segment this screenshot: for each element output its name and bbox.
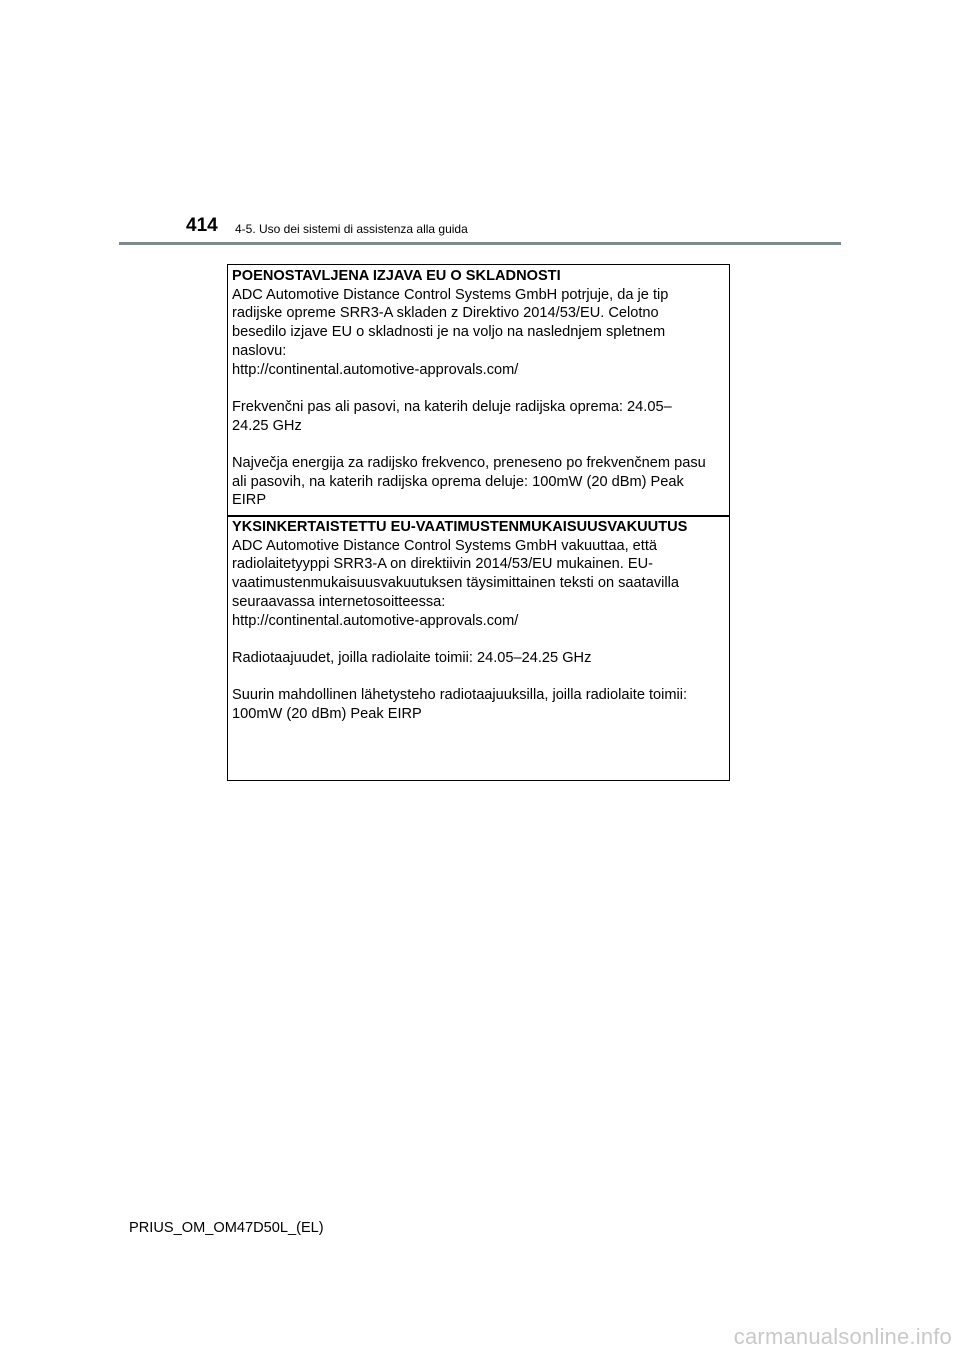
watermark: carmanualsonline.info [733, 1324, 952, 1349]
text-line: Frekvenčni pas ali pasovi, na katerih deluje radijska oprema: 24.05– [232, 398, 672, 415]
paragraph-gap [232, 668, 726, 687]
paragraph-gap [232, 435, 726, 454]
text-line: EIRP [232, 492, 267, 509]
text-line: seuraavassa internetosoitteessa: [232, 593, 446, 610]
url-text: http://continental.automotive-approvals.com/ [232, 361, 519, 378]
text-line: ali pasovih, na katerih radijska oprema deluje: 100mW (20 dBm) Peak [232, 473, 684, 490]
text-line: 100mW (20 dBm) Peak EIRP [232, 706, 422, 722]
paragraph-gap [232, 630, 726, 649]
text-line: ADC Automotive Distance Control Systems GmbH potrjuje, da je tip [232, 286, 669, 303]
text-line: Največja energija za radijsko frekvenco, preneseno po frekvenčnem pasu [232, 455, 706, 471]
text-line: ADC Automotive Distance Control Systems GmbH vakuuttaa, että [232, 537, 658, 554]
declaration-heading: POENOSTAVLJENA IZJAVA EU O SKLADNOSTI [232, 268, 561, 284]
text-line: besedilo izjave EU o skladnosti je na voljo na naslednjem spletnem [232, 324, 666, 341]
url-text: http://continental.automotive-approvals.com/ [232, 612, 519, 629]
declaration-finnish [228, 516, 729, 780]
section-title: 4-5. Uso dei sistemi di assistenza alla guida [235, 222, 468, 236]
header-rule [119, 242, 841, 245]
declaration-heading: YKSINKERTAISTETTU EU-VAATIMUSTENMUKAISUUSVAKUUTUS [232, 519, 688, 535]
text-line: Suurin mahdollinen lähetysteho radiotaajuuksilla, joilla radiolaite toimii: [232, 687, 688, 704]
text-line: radijske opreme SRR3-A skladen z Direktivo 2014/53/EU. Celotno [232, 305, 659, 322]
footer-document-code: PRIUS_OM_OM47D50L_(EL) [129, 1220, 324, 1236]
declaration-slovenian [228, 265, 729, 516]
text-line: naslovu: [232, 342, 287, 359]
text-line: radiolaitetyyppi SRR3-A on direktiivin 2014/53/EU mukainen. EU- [232, 556, 653, 573]
text-line: Radiotaajuudet, joilla radiolaite toimii: 24.05–24.25 GHz [232, 649, 592, 666]
page-number: 414 [186, 215, 218, 236]
declaration-box [227, 264, 730, 781]
paragraph-gap [232, 379, 726, 398]
text-line: 24.25 GHz [232, 417, 302, 434]
text-line: vaatimustenmukaisuusvakuutuksen täysimittainen teksti on saatavilla [232, 575, 679, 592]
